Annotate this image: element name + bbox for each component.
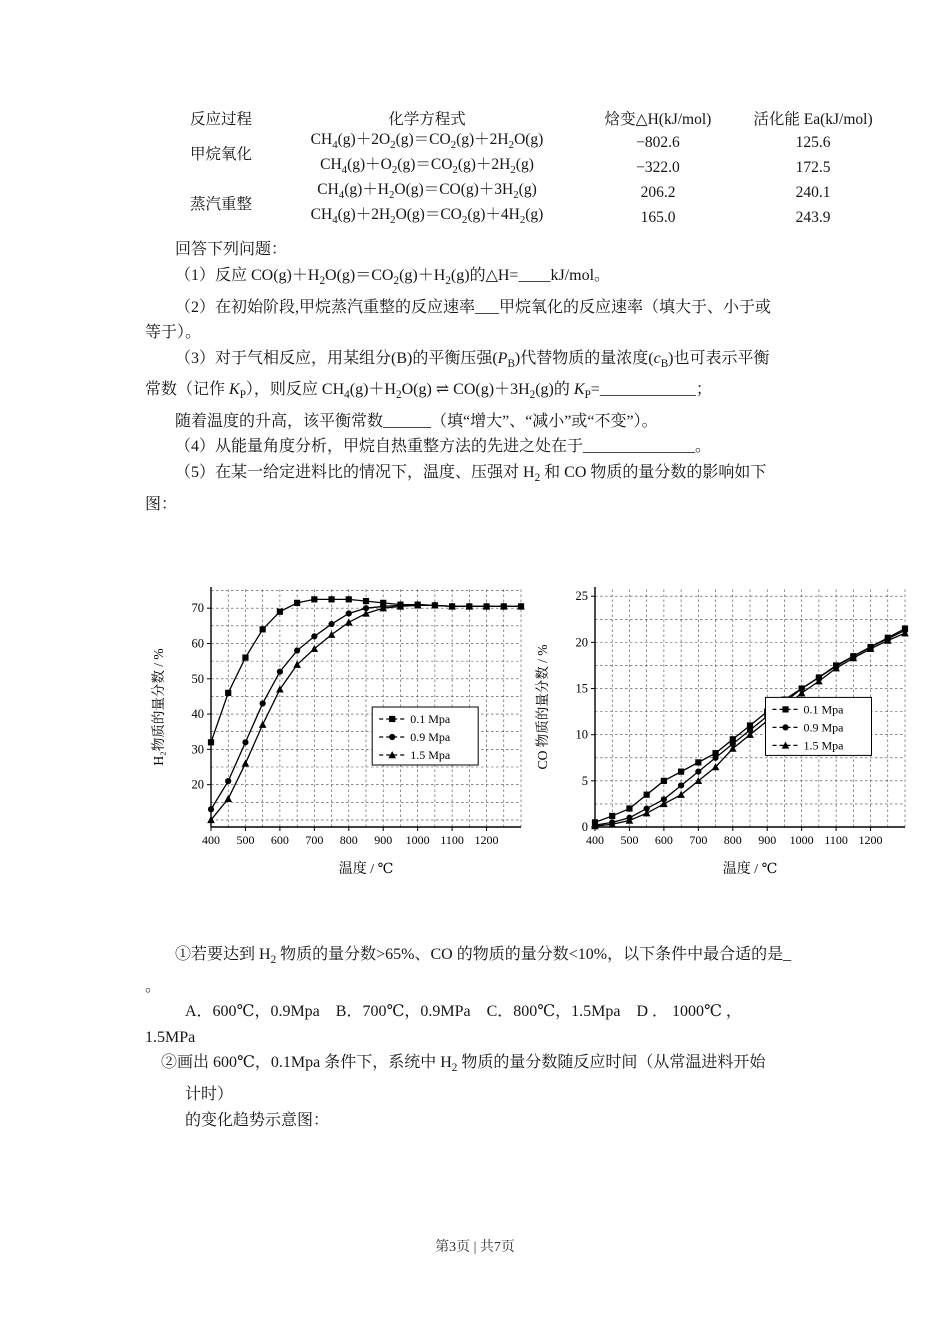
svg-text:800: 800 bbox=[339, 833, 358, 848]
svg-text:1100: 1100 bbox=[824, 833, 848, 848]
col-header-equation: 化学方程式 bbox=[388, 111, 466, 128]
svg-text:600: 600 bbox=[270, 833, 289, 848]
activation-energy-cell: 172.5 bbox=[795, 158, 831, 176]
page-content bbox=[145, 110, 895, 1133]
svg-text:0.1 Mpa: 0.1 Mpa bbox=[410, 712, 451, 727]
svg-text:10: 10 bbox=[575, 727, 588, 742]
subquestion-1-line-1: ①若要达到 $H_2$ 物质的量分数>65%、CO 的物质的量分数<10%，以下条件中最合适的是_ bbox=[175, 946, 792, 967]
question-1: （1）反应 $CO(g)+H_2O(g)=CO_2(g)+H_2(g)$的△H=____kJ/mol。 bbox=[175, 266, 611, 288]
table-row bbox=[171, 130, 893, 155]
question-2-line-1: （2）在初始阶段,甲烷蒸汽重整的反应速率___甲烷氧化的反应速率（填大于、小于或 bbox=[175, 298, 772, 316]
svg-text:1.5 Mpa: 1.5 Mpa bbox=[803, 738, 844, 753]
questions-block bbox=[145, 237, 895, 517]
svg-text:H₂物质的量分数 / %: H₂物质的量分数 / % bbox=[151, 648, 166, 766]
reaction-table bbox=[171, 110, 893, 230]
equation-cell: $CH_4(g)+2O_2(g)=CO_2(g)+2H_2O(g)$ bbox=[310, 131, 544, 152]
svg-text:15: 15 bbox=[575, 681, 588, 696]
svg-text:20: 20 bbox=[575, 635, 588, 650]
enthalpy-cell: −322.0 bbox=[636, 158, 680, 176]
svg-text:60: 60 bbox=[191, 636, 204, 651]
svg-text:70: 70 bbox=[191, 601, 204, 616]
enthalpy-cell: 165.0 bbox=[640, 208, 676, 226]
svg-text:40: 40 bbox=[191, 707, 204, 722]
question-2-line-2: 等于）。 bbox=[145, 324, 202, 342]
svg-text:5: 5 bbox=[581, 773, 588, 788]
svg-text:50: 50 bbox=[191, 671, 204, 686]
svg-text:20: 20 bbox=[191, 777, 204, 792]
svg-text:700: 700 bbox=[305, 833, 324, 848]
charts-row bbox=[149, 577, 895, 912]
process-name-methane-oxidation: 甲烷氧化 bbox=[189, 146, 252, 164]
svg-text:900: 900 bbox=[758, 833, 777, 848]
question-3-line-2: 常数（记作 $K_P$），则反应 $CH_4(g)+H_2O(g)$ ⇌ $CO(g)+3H_2(g)$的 $K_P=\_\_\_\_\_\_\_\_\_\_\_\_$； bbox=[145, 381, 712, 402]
subquestions-block bbox=[145, 942, 895, 1133]
svg-text:400: 400 bbox=[586, 833, 604, 848]
svg-text:0.9 Mpa: 0.9 Mpa bbox=[803, 720, 844, 735]
svg-text:1000: 1000 bbox=[789, 833, 814, 848]
table-row bbox=[171, 180, 893, 205]
svg-text:1200: 1200 bbox=[858, 833, 883, 848]
table-header-row bbox=[171, 110, 893, 130]
question-3-line-3: 随着温度的升高，该平衡常数______（填“增大”、“减小”或“不变”）。 bbox=[175, 412, 658, 430]
h2-fraction-chart bbox=[149, 577, 529, 912]
answer-options-line-1: A．600℃，0.9Mpa B．700℃，0.9MPa C．800℃，1.5Mpa D ． 1000℃ ， bbox=[185, 1003, 742, 1021]
svg-text:1000: 1000 bbox=[405, 833, 430, 848]
answer-options-line-2: 1.5MPa bbox=[145, 1028, 196, 1046]
activation-energy-cell: 240.1 bbox=[795, 183, 831, 201]
enthalpy-cell: 206.2 bbox=[640, 183, 676, 201]
co-fraction-chart bbox=[533, 577, 913, 912]
enthalpy-cell: −802.6 bbox=[636, 133, 680, 151]
svg-text:700: 700 bbox=[689, 833, 708, 848]
col-header-enthalpy: 焓变△H(kJ/mol) bbox=[604, 111, 712, 128]
svg-text:1200: 1200 bbox=[474, 833, 499, 848]
svg-text:900: 900 bbox=[374, 833, 393, 848]
table-row bbox=[171, 155, 893, 180]
process-name-steam-reforming: 蒸汽重整 bbox=[189, 196, 252, 214]
subquestion-2-line-2: 计时） bbox=[185, 1086, 234, 1103]
svg-text:400: 400 bbox=[202, 833, 220, 848]
question-4: （4）从能量角度分析，甲烷自热重整方法的先进之处在于______________。 bbox=[175, 438, 712, 456]
svg-text:CO 物质的量分数 / %: CO 物质的量分数 / % bbox=[535, 644, 550, 770]
svg-text:25: 25 bbox=[575, 589, 588, 604]
question-5-line-2: 图： bbox=[145, 495, 178, 513]
svg-text:温度 / ℃: 温度 / ℃ bbox=[338, 862, 394, 878]
activation-energy-cell: 243.9 bbox=[795, 208, 831, 226]
page-footer bbox=[0, 1236, 950, 1256]
question-5-line-1: （5）在某一给定进料比的情况下，温度、压强对 $H_2$ 和 CO 物质的量分数的影响如下 bbox=[175, 463, 767, 485]
svg-text:800: 800 bbox=[723, 833, 742, 848]
page-number: 第3页 | 共7页 bbox=[435, 1240, 515, 1255]
activation-energy-cell: 125.6 bbox=[795, 133, 831, 151]
subquestion-1-line-2: 。 bbox=[145, 977, 162, 995]
subquestion-2-line-3: 的变化趋势示意图： bbox=[185, 1111, 330, 1129]
svg-text:温度 / ℃: 温度 / ℃ bbox=[722, 862, 778, 878]
svg-text:1.5 Mpa: 1.5 Mpa bbox=[410, 748, 451, 763]
svg-text:0: 0 bbox=[581, 820, 588, 835]
col-header-process: 反应过程 bbox=[189, 111, 252, 128]
svg-text:0.1 Mpa: 0.1 Mpa bbox=[803, 702, 844, 717]
question-3-line-1: （3）对于气相反应，用某组分(B)的平衡压强$(P_B)$代替物质的量浓度$(c_B)$也可表示平衡 bbox=[175, 349, 770, 370]
subquestion-2-line-1: ②画出 600℃，0.1Mpa 条件下，系统中 $H_2$ 物质的量分数随反应时间（从常温进料开始 bbox=[161, 1054, 766, 1075]
svg-text:1100: 1100 bbox=[440, 833, 464, 848]
svg-text:500: 500 bbox=[620, 833, 639, 848]
questions-intro: 回答下列问题： bbox=[175, 241, 288, 259]
svg-text:500: 500 bbox=[236, 833, 255, 848]
svg-text:30: 30 bbox=[191, 742, 204, 757]
svg-text:600: 600 bbox=[654, 833, 673, 848]
equation-cell: $CH_4(g)+O_2(g)=CO_2(g)+2H_2(g)$ bbox=[320, 156, 534, 177]
svg-text:0.9 Mpa: 0.9 Mpa bbox=[410, 730, 451, 745]
equation-cell: $CH_4(g)+2H_2O(g)=CO_2(g)+4H_2(g)$ bbox=[310, 206, 544, 227]
col-header-activation-energy: 活化能 Ea(kJ/mol) bbox=[753, 111, 873, 128]
equation-cell: $CH_4(g)+H_2O(g)=CO(g)+3H_2(g)$ bbox=[317, 181, 537, 202]
table-row bbox=[171, 205, 893, 230]
